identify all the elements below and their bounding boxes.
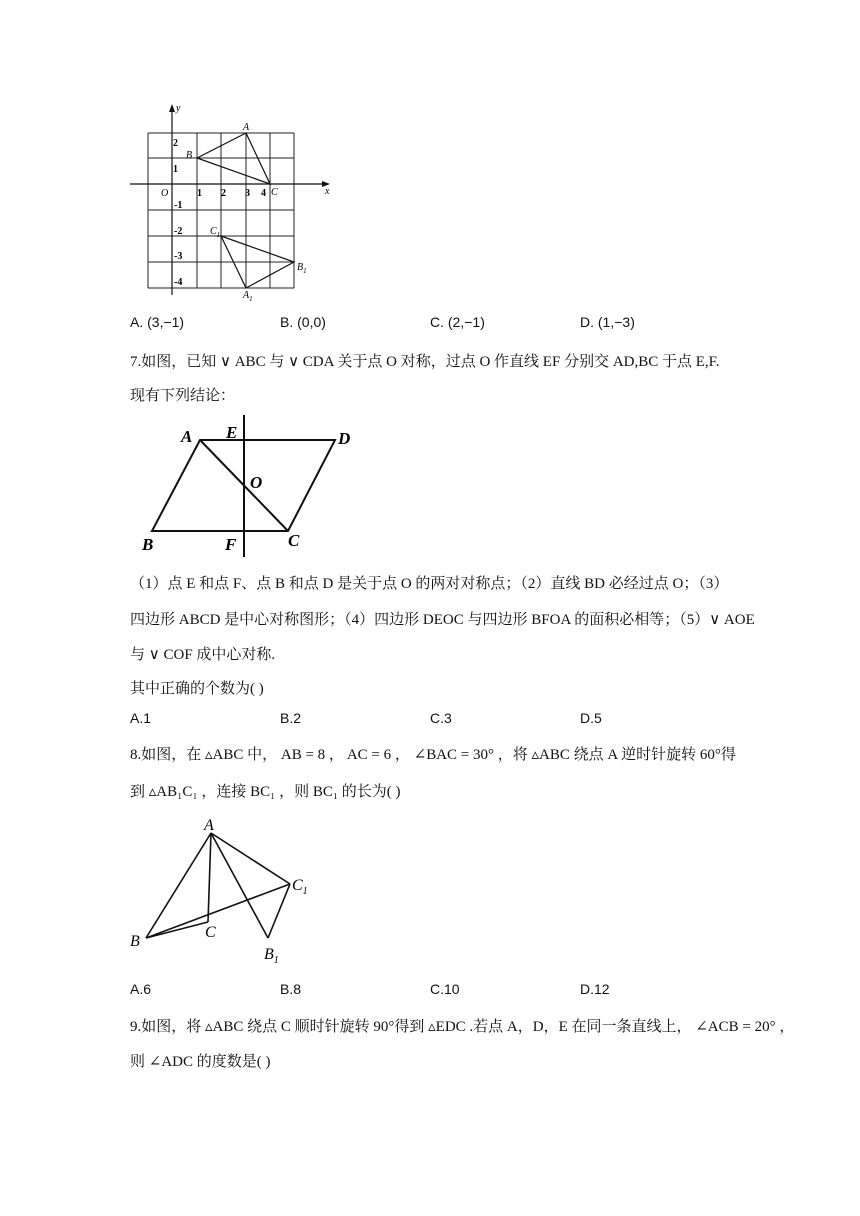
q6-ytick-m1: -1 [174,200,183,211]
q8-option-c[interactable]: C.10 [430,981,460,997]
q7-label-d: D [338,429,351,448]
q6-option-d[interactable]: D. (1,−3) [580,314,635,330]
q7-conclusions-line2: 四边形 ABCD 是中心对称图形；（4）四边形 DEOC 与四边形 BFOA 的面积必相等；（5）∨ AOE [130,612,755,628]
q6-option-a[interactable]: A. (3,−1) [130,314,185,330]
q6-y-axis-label: y [176,103,181,114]
q8-label-c: C [205,924,216,941]
q8-label-b: B [130,933,140,950]
q8-option-d[interactable]: D.12 [580,981,610,997]
q7-label-e: E [226,423,238,442]
q6-label-b1: $B_1$ [297,262,307,275]
q7-conclusions-line1: （1）点 E 和点 F、点 B 和点 D 是关于点 O 的两对对称点；（2）直线 BD 必经过点 O；（3） [130,576,729,592]
q6-ytick-m4: -4 [174,277,183,288]
q7-question-line2: 现有下列结论： [130,388,236,404]
q6-coordinate-figure [125,100,345,305]
q8-label-b1: $B_1$ [264,946,279,966]
q8-option-b[interactable]: B.8 [280,981,302,997]
q6-label-a1: $A_1$ [243,290,253,303]
q8-rotation-figure [125,812,320,972]
q6-label-c: C [271,187,278,198]
q9-question-line2: 则 ∠ADC 的度数是( ) [130,1054,271,1070]
q7-label-b: B [142,535,154,554]
q9-question-line1: 9.如图，将 ▵ABC 绕点 C 顺时针旋转 90°得到 ▵EDC .若点 A，D，E 在同一条直线上， ∠ACB = 20° ， [130,1019,795,1035]
q6-label-c1: $C_1$ [210,226,221,239]
q7-label-f: F [225,535,237,554]
q6-y-arrow [169,104,175,112]
q7-label-c: C [288,531,300,550]
q7-ask: 其中正确的个数为( ) [130,681,264,697]
q7-parallelogram-figure [135,410,375,560]
q6-xtick-1: 1 [197,188,202,199]
q7-option-a[interactable]: A.1 [130,710,152,726]
q7-label-a: A [181,427,193,446]
q6-ytick-m2: -2 [174,226,183,237]
q7-conclusions-line3: 与 ∨ COF 成中心对称. [130,647,276,663]
q7-option-b[interactable]: B.2 [280,710,302,726]
q7-option-c[interactable]: C.3 [430,710,452,726]
q7-option-d[interactable]: D.5 [580,710,602,726]
q6-origin-label: O [161,188,169,199]
q6-option-c[interactable]: C. (2,−1) [430,314,485,330]
q6-xtick-3: 3 [245,188,250,199]
q6-ytick-2: 2 [173,138,178,149]
q7-question-line1: 7.如图，已知 ∨ ABC 与 ∨ CDA 关于点 O 对称，过点 O 作直线 EF 分别交 AD,BC 于点 E,F. [130,354,720,370]
q6-ytick-1: 1 [173,164,178,175]
q8-option-a[interactable]: A.6 [130,981,152,997]
q6-ytick-m3: -3 [174,251,183,262]
q6-option-b[interactable]: B. (0,0) [280,314,326,330]
q8-question-line1: 8.如图，在 ▵ABC 中， AB = 8 ， AC = 6 ， ∠BAC = 30° ，将 ▵ABC 绕点 A 逆时针旋转 60°得 [130,747,736,763]
q6-grid [148,133,294,288]
q6-x-axis-label: x [325,186,330,197]
q6-label-a: A [243,122,250,133]
q8-question-line2: 到 ▵AB₁C₁ ，连接 BC₁ ，则 BC₁ 的长为( ) [130,784,401,800]
q6-xtick-4: 4 [261,188,266,199]
q6-xtick-2: 2 [221,188,226,199]
q8-label-a: A [204,817,214,834]
q7-label-o: O [250,473,263,492]
q8-label-c1: $C_1$ [292,877,308,897]
q6-label-b: B [186,150,193,161]
